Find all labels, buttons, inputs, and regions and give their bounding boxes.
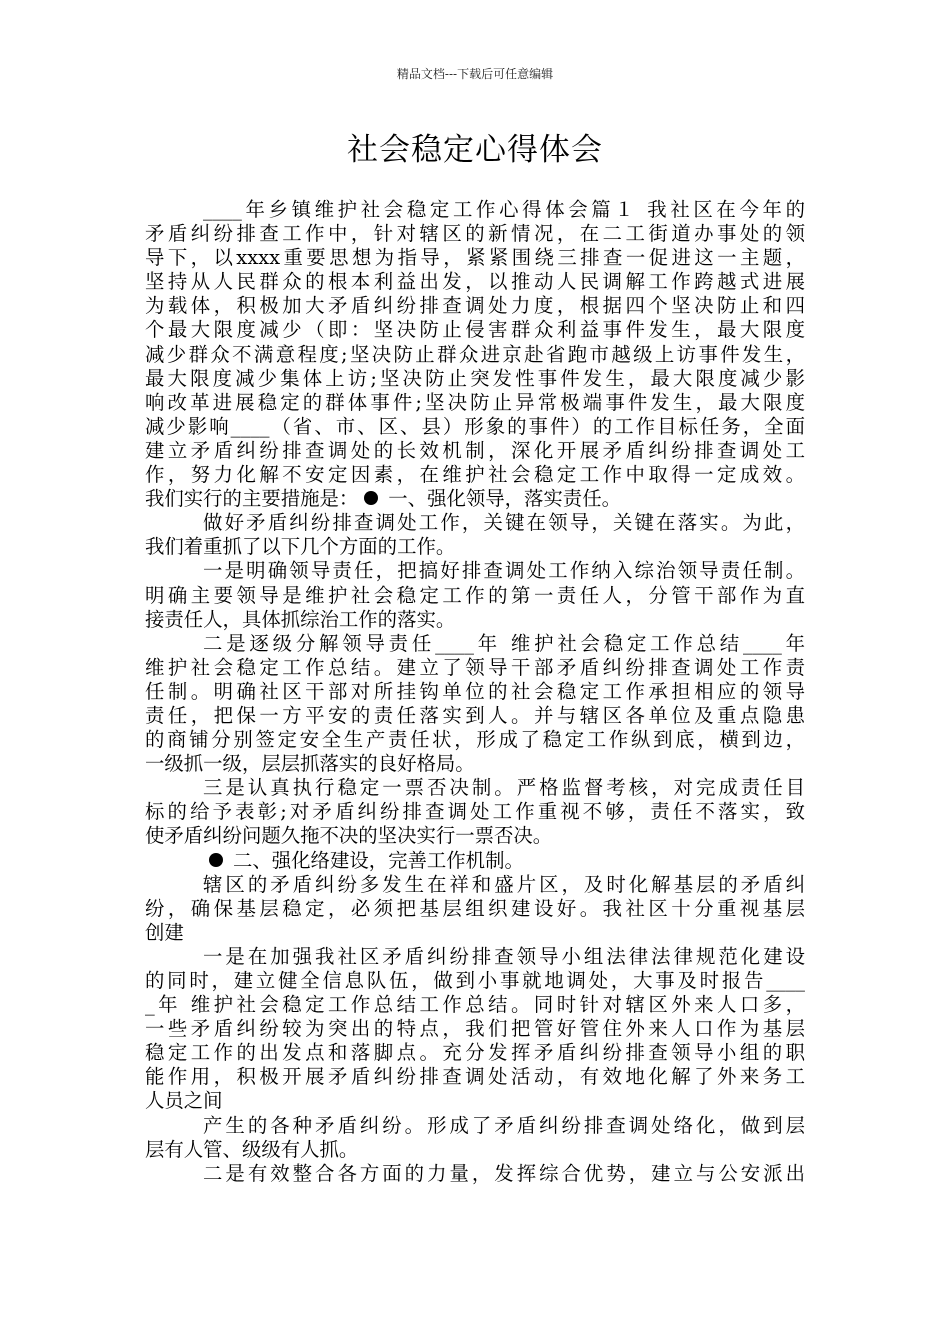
- text-line: 建立矛盾纠纷排查调处的长效机制，深化开展矛盾纠纷排查调处工: [145, 438, 805, 462]
- text-line: 最大限度减少集体上访;坚决防止突发性事件发生，最大限度减少影: [145, 366, 805, 390]
- text-line: 任制。明确社区干部对所挂钩单位的社会稳定工作承担相应的领导: [145, 679, 805, 703]
- text-line: 的同时，建立健全信息队伍，做到小事就地调处，大事及时报告____: [145, 969, 805, 992]
- text-line: 标的给予表彰;对矛盾纠纷排查调处工作重视不够，责任不落实，致: [145, 800, 805, 824]
- text-line: 我们着重抓了以下几个方面的工作。: [145, 535, 456, 559]
- text-span: 我们实行的主要措施是：: [145, 487, 359, 511]
- text-line: 维护社会稳定工作总结。建立了领导干部矛盾纠纷排查调处工作责: [145, 655, 805, 679]
- text-line: 矛盾纠纷排查工作中，针对辖区的新情况，在二工街道办事处的领: [145, 222, 805, 246]
- text-line: 接责任人，具体抓综治工作的落实。: [145, 607, 456, 631]
- text-line: [145, 487, 805, 511]
- document-title: 社会稳定心得体会: [347, 132, 603, 168]
- text-line: 导下，以xxxx重要思想为指导，紧紧围绕三排查一促进这一主题，: [145, 246, 805, 270]
- text-line: 二是逐级分解领导责任____年 维护社会稳定工作总结____年: [203, 631, 805, 655]
- text-line: 一是明确领导责任，把搞好排查调处工作纳入综治领导责任制。: [203, 559, 805, 583]
- text-line: 做好矛盾纠纷排查调处工作，关键在领导，关键在落实。为此，: [203, 511, 805, 535]
- text-line: 产生的各种矛盾纠纷。形成了矛盾纠纷排查调处络化，做到层: [203, 1113, 805, 1137]
- document-body: [145, 198, 805, 1186]
- text-line: 能作用，积极开展矛盾纠纷排查调处活动，有效地化解了外来务工: [145, 1065, 805, 1089]
- text-line: 为载体，积极加大矛盾纠纷排查调处力度，根据四个坚决防止和四: [145, 294, 805, 318]
- header-note: 精品文档---下载后可任意编辑: [396, 67, 554, 81]
- text-line: 二是有效整合各方面的力量，发挥综合优势，建立与公安派出: [203, 1161, 805, 1185]
- text-line: 一级抓一级，层层抓落实的良好格局。: [145, 752, 475, 776]
- text-line: 响改革进展稳定的群体事件;坚决防止异常极端事件发生，最大限度: [145, 390, 805, 414]
- text-line: 坚持从人民群众的根本利益出发，以推动人民调解工作跨越式进展: [145, 270, 805, 294]
- text-line: 一些矛盾纠纷较为突出的特点，我们把管好管住外来人口作为基层: [145, 1017, 805, 1041]
- text-line: 减少群众不满意程度;坚决防止群众进京赴省跑市越级上访事件发生，: [145, 342, 805, 366]
- text-line: 减少影响____（省、市、区、县）形象的事件）的工作目标任务，全面: [145, 414, 805, 438]
- text-line: 创建: [145, 920, 184, 944]
- section-heading: 二、强化络建设，完善工作机制。: [233, 848, 524, 872]
- text-line: 明确主要领导是维护社会稳定工作的第一责任人，分管干部作为直: [145, 583, 805, 607]
- bullet-icon: [209, 853, 223, 867]
- text-line: ____年乡镇维护社会稳定工作心得体会篇１ 我社区在今年的: [203, 198, 805, 221]
- text-line: [145, 849, 805, 873]
- text-line: 的商铺分别签定安全生产责任状，形成了稳定工作纵到底，横到边，: [145, 728, 805, 752]
- text-line: 个最大限度减少（即：坚决防止侵害群众利益事件发生，最大限度: [145, 318, 805, 342]
- text-line: 辖区的矛盾纠纷多发生在祥和盛片区，及时化解基层的矛盾纠: [203, 872, 805, 896]
- text-line: 纷，确保基层稳定，必须把基层组织建设好。我社区十分重视基层: [145, 896, 805, 920]
- text-line: 层有人管、级级有人抓。: [145, 1137, 359, 1161]
- text-line: 责任，把保一方平安的责任落实到人。并与辖区各单位及重点隐患: [145, 703, 805, 727]
- text-line: 稳定工作的出发点和落脚点。充分发挥矛盾纠纷排查领导小组的职: [145, 1041, 805, 1065]
- text-line: 三是认真执行稳定一票否决制。严格监督考核，对完成责任目: [203, 776, 805, 800]
- text-line: 作，努力化解不安定因素，在维护社会稳定工作中取得一定成效。: [145, 463, 805, 487]
- section-heading: 一、强化领导，落实责任。: [388, 487, 621, 511]
- text-line: _年 维护社会稳定工作总结工作总结。同时针对辖区外来人口多，: [145, 993, 805, 1017]
- bullet-icon: [364, 491, 378, 505]
- text-line: 一是在加强我社区矛盾纠纷排查领导小组法律法律规范化建设: [203, 944, 805, 968]
- text-line: 使矛盾纠纷问题久拖不决的坚决实行一票否决。: [145, 824, 553, 848]
- text-line: 人员之间: [145, 1089, 223, 1113]
